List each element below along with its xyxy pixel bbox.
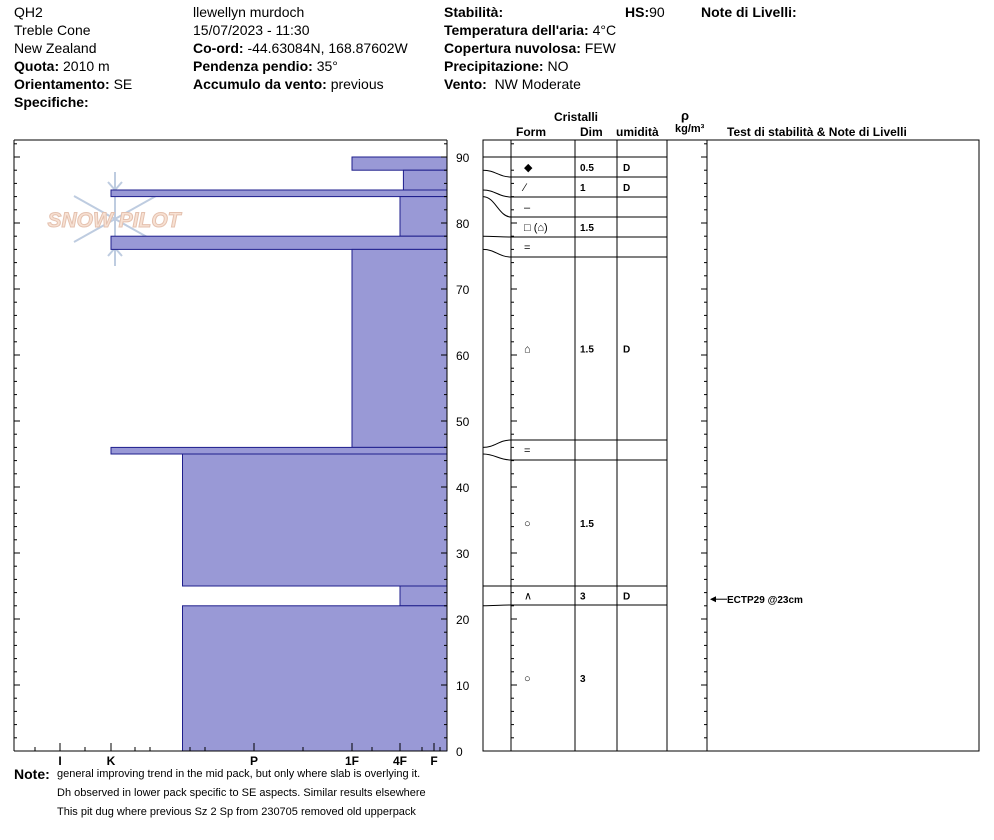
stability-label: Stabilità: [444, 4, 504, 20]
orient-value: SE [113, 76, 133, 92]
hardness-bar [400, 197, 447, 237]
y-tick-label: 60 [456, 349, 470, 363]
hardness-bar [352, 249, 447, 447]
air-temp-value: 4°C [592, 22, 617, 38]
stability-tests-header: Test di stabilità & Note di Livelli [727, 125, 907, 139]
moisture-header: umidità [616, 125, 659, 139]
x-tick-label: I [58, 754, 62, 768]
orient-label: Orientamento: [14, 76, 110, 92]
crystal-dim: 1.5 [580, 344, 594, 356]
quota-label: Quota: [14, 58, 60, 74]
dim-header: Dim [580, 125, 603, 139]
location: Treble Cone [14, 22, 91, 38]
crystal-moisture: D [623, 344, 631, 356]
x-tick-label: 4F [392, 754, 408, 768]
cristalli-header: Cristalli [554, 110, 599, 124]
layer-connector [483, 249, 511, 257]
slope-value: 35° [316, 58, 338, 74]
wind-load-label: Accumulo da vento: [193, 76, 327, 92]
crystal-form: □ (⌂) [524, 222, 548, 234]
hardness-bar [183, 606, 448, 751]
wind-value: NW Moderate [494, 76, 581, 92]
layer-connector [483, 440, 511, 447]
crystal-form: ○ [524, 518, 531, 530]
y-tick-label: 30 [456, 547, 470, 561]
sky-value: FEW [584, 40, 616, 56]
y-tick-label: 70 [456, 283, 470, 297]
density-unit: kg/m³ [675, 123, 705, 135]
crystal-form: ◆ [524, 162, 533, 174]
crystal-table-frame [483, 140, 979, 751]
layer-connector [483, 454, 511, 460]
crystal-form: = [524, 242, 531, 254]
crystal-form: = [524, 445, 531, 457]
layer-connector [483, 236, 511, 237]
slope-label: Pendenza pendio: [193, 58, 313, 74]
quota-value: 2010 m [63, 58, 110, 74]
precip-label: Precipitazione: [444, 58, 544, 74]
y-tick-label: 90 [456, 151, 470, 165]
crystal-dim: 3 [580, 591, 586, 603]
stability-test-arrowhead [710, 596, 716, 602]
note-line-1: general improving trend in the mid pack, but only where slab is overlying it. [57, 768, 421, 780]
crystal-form: ○ [524, 673, 531, 685]
x-tick-label: F [430, 754, 438, 768]
crystal-moisture: D [623, 591, 631, 603]
hardness-bar [403, 170, 447, 190]
layer-connector [483, 197, 511, 217]
hs-value: 90 [649, 4, 665, 20]
note-line-2: Dh observed in lower pack specific to SE aspects. Similar results elsewhere [57, 787, 426, 799]
crystal-form: – [524, 202, 531, 214]
sky-label: Copertura nuvolosa: [444, 40, 581, 56]
logo-text: SNOW PILOT [47, 209, 181, 232]
x-tick-label: K [106, 754, 116, 768]
hardness-bar [111, 447, 447, 454]
y-tick-label: 50 [456, 415, 470, 429]
crystal-moisture: D [623, 163, 631, 174]
density-symbol: ρ [681, 108, 690, 123]
y-tick-label: 10 [456, 679, 470, 693]
x-tick-label: 1F [344, 754, 360, 768]
y-tick-label: 40 [456, 481, 470, 495]
spec-label: Specifiche: [14, 94, 89, 110]
layer-notes-label: Note di Livelli: [701, 4, 797, 20]
air-temp-label: Temperatura dell'aria: [444, 22, 589, 38]
y-tick-label: 20 [456, 613, 470, 627]
crystal-dim: 1.5 [580, 519, 594, 530]
wind-load-value: previous [330, 76, 384, 92]
datetime: 15/07/2023 - 11:30 [193, 22, 310, 38]
hardness-bar [400, 586, 447, 606]
crystal-form: ∧ [524, 590, 533, 603]
y-tick-label: 0 [456, 745, 463, 759]
hardness-bar [183, 454, 448, 586]
wind-label: Vento: [444, 76, 487, 92]
stability-test-label: ECTP29 @23cm [727, 595, 803, 607]
layer-connector [483, 190, 511, 197]
precip-value: NO [547, 58, 569, 74]
hardness-bar [111, 190, 447, 197]
coord-label: Co-ord: [193, 40, 244, 56]
snowpilot-logo [48, 172, 183, 266]
notes-label: Note: [14, 766, 50, 782]
crystal-dim: 0.5 [580, 163, 594, 174]
hardness-bar [111, 236, 447, 249]
hs-label: HS: [625, 4, 650, 20]
crystal-dim: 1 [580, 183, 586, 194]
crystal-form: ∕ [524, 182, 526, 194]
x-tick-label: P [249, 754, 259, 768]
station-id: QH2 [14, 4, 43, 20]
y-tick-label: 80 [456, 217, 470, 231]
crystal-dim: 1.5 [580, 223, 594, 234]
note-line-3: This pit dug where previous Sz 2 Sp from 230705 removed old upperpack [57, 806, 416, 818]
form-header: Form [516, 125, 546, 139]
layer-connector [483, 170, 511, 177]
country: New Zealand [14, 40, 97, 56]
hardness-bar [352, 157, 447, 170]
crystal-form: ⌂ [524, 343, 531, 356]
crystal-dim: 3 [580, 674, 586, 685]
layer-connector [483, 605, 511, 606]
coord-value: -44.63084N, 168.87602W [247, 40, 408, 56]
observer: llewellyn murdoch [193, 4, 305, 20]
crystal-moisture: D [623, 183, 631, 194]
